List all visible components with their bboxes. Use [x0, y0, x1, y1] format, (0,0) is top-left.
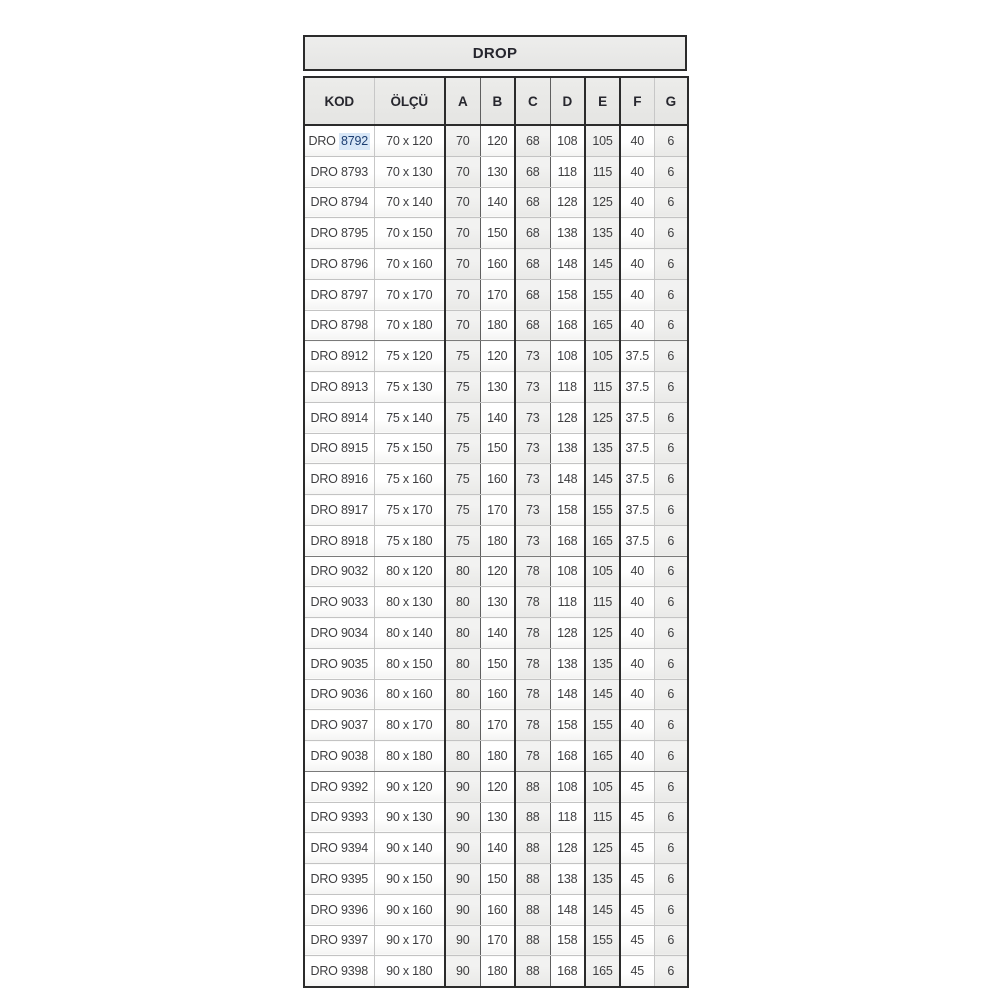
- cell-a: 80: [445, 587, 480, 618]
- cell-d: 158: [550, 279, 585, 310]
- cell-d: 138: [550, 433, 585, 464]
- cell-a: 80: [445, 648, 480, 679]
- cell-kod: DRO 9034: [304, 618, 374, 649]
- cell-e: 105: [585, 341, 620, 372]
- cell-a: 70: [445, 156, 480, 187]
- selected-text-highlight: 8792: [340, 133, 368, 148]
- cell-d: 148: [550, 249, 585, 280]
- cell-e: 155: [585, 279, 620, 310]
- cell-kod: DRO 9393: [304, 802, 374, 833]
- cell-olcu: 70 x 140: [374, 187, 445, 218]
- cell-d: 128: [550, 618, 585, 649]
- cell-d: 118: [550, 802, 585, 833]
- cell-e: 115: [585, 156, 620, 187]
- table-row: [304, 741, 688, 772]
- table-row: [304, 187, 688, 218]
- cell-a: 90: [445, 802, 480, 833]
- cell-b: 130: [480, 156, 515, 187]
- cell-e: 145: [585, 249, 620, 280]
- cell-d: 148: [550, 894, 585, 925]
- cell-f: 37.5: [620, 341, 654, 372]
- cell-b: 150: [480, 648, 515, 679]
- cell-f: 40: [620, 679, 654, 710]
- cell-e: 125: [585, 833, 620, 864]
- cell-olcu: 90 x 170: [374, 925, 445, 956]
- cell-b: 140: [480, 402, 515, 433]
- cell-c: 73: [515, 464, 550, 495]
- cell-g: 6: [654, 771, 688, 802]
- cell-a: 80: [445, 618, 480, 649]
- cell-e: 135: [585, 864, 620, 895]
- cell-kod: DRO 8917: [304, 495, 374, 526]
- cell-b: 160: [480, 464, 515, 495]
- cell-e: 145: [585, 464, 620, 495]
- code-prefix: DRO: [308, 133, 339, 148]
- cell-g: 6: [654, 587, 688, 618]
- cell-kod: DRO 9394: [304, 833, 374, 864]
- cell-kod: DRO 9037: [304, 710, 374, 741]
- cell-f: 40: [620, 156, 654, 187]
- cell-g: 6: [654, 156, 688, 187]
- cell-g: 6: [654, 956, 688, 987]
- cell-f: 40: [620, 310, 654, 341]
- cell-e: 155: [585, 495, 620, 526]
- cell-b: 150: [480, 218, 515, 249]
- column-header-d: D: [550, 77, 585, 125]
- cell-g: 6: [654, 495, 688, 526]
- cell-b: 120: [480, 341, 515, 372]
- cell-b: 180: [480, 525, 515, 556]
- cell-e: 115: [585, 802, 620, 833]
- cell-olcu: 70 x 150: [374, 218, 445, 249]
- cell-b: 170: [480, 495, 515, 526]
- cell-f: 40: [620, 741, 654, 772]
- cell-kod: DRO 8914: [304, 402, 374, 433]
- cell-e: 125: [585, 187, 620, 218]
- table-row: [304, 402, 688, 433]
- cell-g: 6: [654, 525, 688, 556]
- table-row: [304, 341, 688, 372]
- cell-a: 75: [445, 372, 480, 403]
- cell-g: 6: [654, 341, 688, 372]
- table-row: [304, 648, 688, 679]
- cell-olcu: 80 x 150: [374, 648, 445, 679]
- cell-kod: DRO 9032: [304, 556, 374, 587]
- cell-g: 6: [654, 894, 688, 925]
- cell-d: 128: [550, 833, 585, 864]
- cell-g: 6: [654, 187, 688, 218]
- cell-olcu: 75 x 140: [374, 402, 445, 433]
- cell-d: 148: [550, 679, 585, 710]
- cell-olcu: 80 x 170: [374, 710, 445, 741]
- cell-d: 108: [550, 556, 585, 587]
- cell-b: 150: [480, 864, 515, 895]
- cell-b: 180: [480, 741, 515, 772]
- cell-c: 88: [515, 802, 550, 833]
- cell-c: 78: [515, 679, 550, 710]
- table-row: [304, 525, 688, 556]
- table-row: [304, 771, 688, 802]
- cell-b: 130: [480, 587, 515, 618]
- cell-g: 6: [654, 402, 688, 433]
- cell-f: 45: [620, 894, 654, 925]
- table-row: [304, 433, 688, 464]
- cell-a: 70: [445, 249, 480, 280]
- table-header: [304, 77, 688, 125]
- cell-c: 78: [515, 587, 550, 618]
- cell-f: 40: [620, 125, 654, 156]
- table-row: [304, 556, 688, 587]
- cell-c: 73: [515, 402, 550, 433]
- cell-a: 75: [445, 402, 480, 433]
- table-row: [304, 618, 688, 649]
- table-row: [304, 156, 688, 187]
- table-row: [304, 802, 688, 833]
- cell-olcu: 90 x 120: [374, 771, 445, 802]
- cell-g: 6: [654, 125, 688, 156]
- cell-g: 6: [654, 556, 688, 587]
- cell-kod: DRO 8912: [304, 341, 374, 372]
- cell-e: 165: [585, 956, 620, 987]
- cell-d: 108: [550, 771, 585, 802]
- table-row: [304, 279, 688, 310]
- cell-kod: DRO 8915: [304, 433, 374, 464]
- cell-a: 75: [445, 464, 480, 495]
- cell-c: 88: [515, 956, 550, 987]
- cell-kod: DRO 9033: [304, 587, 374, 618]
- table-row: [304, 894, 688, 925]
- column-header-e: E: [585, 77, 620, 125]
- cell-e: 115: [585, 372, 620, 403]
- table-row: [304, 710, 688, 741]
- cell-c: 73: [515, 341, 550, 372]
- cell-a: 80: [445, 710, 480, 741]
- cell-e: 115: [585, 587, 620, 618]
- cell-g: 6: [654, 802, 688, 833]
- size-table: [303, 76, 689, 988]
- cell-g: 6: [654, 433, 688, 464]
- cell-g: 6: [654, 648, 688, 679]
- cell-d: 168: [550, 956, 585, 987]
- cell-a: 70: [445, 279, 480, 310]
- cell-c: 68: [515, 310, 550, 341]
- cell-d: 108: [550, 341, 585, 372]
- cell-g: 6: [654, 372, 688, 403]
- table-title: DROP: [472, 44, 518, 62]
- cell-olcu: 90 x 140: [374, 833, 445, 864]
- cell-kod: DRO 8798: [304, 310, 374, 341]
- cell-a: 70: [445, 125, 480, 156]
- cell-olcu: 90 x 160: [374, 894, 445, 925]
- cell-d: 148: [550, 464, 585, 495]
- cell-f: 40: [620, 187, 654, 218]
- cell-f: 40: [620, 618, 654, 649]
- cell-a: 80: [445, 556, 480, 587]
- cell-kod: DRO 9397: [304, 925, 374, 956]
- cell-olcu: 70 x 120: [374, 125, 445, 156]
- cell-c: 68: [515, 249, 550, 280]
- cell-olcu: 80 x 140: [374, 618, 445, 649]
- cell-kod: DRO 9395: [304, 864, 374, 895]
- cell-olcu: 80 x 180: [374, 741, 445, 772]
- cell-c: 88: [515, 864, 550, 895]
- column-header-g: G: [654, 77, 688, 125]
- column-header-a: A: [445, 77, 480, 125]
- cell-e: 135: [585, 648, 620, 679]
- column-header-kod: KOD: [304, 77, 374, 125]
- cell-c: 68: [515, 125, 550, 156]
- cell-e: 145: [585, 679, 620, 710]
- cell-d: 138: [550, 218, 585, 249]
- cell-kod: DRO 8794: [304, 187, 374, 218]
- cell-g: 6: [654, 741, 688, 772]
- cell-a: 70: [445, 218, 480, 249]
- cell-d: 138: [550, 864, 585, 895]
- cell-kod: DRO 8916: [304, 464, 374, 495]
- cell-olcu: 70 x 130: [374, 156, 445, 187]
- cell-f: 37.5: [620, 525, 654, 556]
- table-row: [304, 372, 688, 403]
- cell-f: 40: [620, 218, 654, 249]
- cell-c: 78: [515, 710, 550, 741]
- cell-b: 120: [480, 556, 515, 587]
- cell-a: 80: [445, 679, 480, 710]
- cell-g: 6: [654, 310, 688, 341]
- cell-e: 125: [585, 618, 620, 649]
- cell-c: 78: [515, 556, 550, 587]
- cell-olcu: 75 x 180: [374, 525, 445, 556]
- cell-d: 168: [550, 310, 585, 341]
- cell-b: 140: [480, 618, 515, 649]
- cell-olcu: 75 x 120: [374, 341, 445, 372]
- cell-b: 160: [480, 679, 515, 710]
- cell-b: 140: [480, 833, 515, 864]
- column-header-f: F: [620, 77, 654, 125]
- cell-e: 155: [585, 925, 620, 956]
- cell-f: 40: [620, 710, 654, 741]
- cell-g: 6: [654, 864, 688, 895]
- cell-d: 118: [550, 587, 585, 618]
- cell-olcu: 70 x 180: [374, 310, 445, 341]
- cell-a: 90: [445, 771, 480, 802]
- cell-g: 6: [654, 710, 688, 741]
- cell-e: 105: [585, 556, 620, 587]
- cell-c: 68: [515, 218, 550, 249]
- cell-e: 155: [585, 710, 620, 741]
- cell-c: 73: [515, 495, 550, 526]
- cell-c: 88: [515, 894, 550, 925]
- table-row: [304, 679, 688, 710]
- cell-d: 168: [550, 525, 585, 556]
- cell-olcu: 90 x 180: [374, 956, 445, 987]
- cell-d: 118: [550, 156, 585, 187]
- cell-a: 70: [445, 310, 480, 341]
- cell-kod: DRO 9036: [304, 679, 374, 710]
- cell-g: 6: [654, 279, 688, 310]
- cell-f: 45: [620, 925, 654, 956]
- table-row: [304, 864, 688, 895]
- cell-f: 40: [620, 556, 654, 587]
- cell-b: 170: [480, 710, 515, 741]
- cell-c: 73: [515, 372, 550, 403]
- column-header-c: C: [515, 77, 550, 125]
- table-row: [304, 925, 688, 956]
- cell-kod: DRO 8797: [304, 279, 374, 310]
- table-title-band: [303, 35, 687, 71]
- cell-kod: DRO 9392: [304, 771, 374, 802]
- cell-olcu: 75 x 160: [374, 464, 445, 495]
- cell-c: 88: [515, 925, 550, 956]
- column-header-olcu: ÖLÇÜ: [374, 77, 445, 125]
- cell-olcu: 80 x 160: [374, 679, 445, 710]
- cell-kod: DRO 8796: [304, 249, 374, 280]
- cell-c: 78: [515, 618, 550, 649]
- cell-b: 130: [480, 802, 515, 833]
- cell-e: 125: [585, 402, 620, 433]
- cell-f: 40: [620, 279, 654, 310]
- table-row: [304, 218, 688, 249]
- cell-kod: DRO 9396: [304, 894, 374, 925]
- table-row: [304, 464, 688, 495]
- cell-d: 158: [550, 925, 585, 956]
- cell-e: 105: [585, 125, 620, 156]
- cell-a: 75: [445, 525, 480, 556]
- cell-olcu: 70 x 160: [374, 249, 445, 280]
- cell-e: 165: [585, 741, 620, 772]
- table-row: [304, 587, 688, 618]
- cell-b: 180: [480, 956, 515, 987]
- cell-a: 90: [445, 956, 480, 987]
- cell-f: 45: [620, 956, 654, 987]
- cell-f: 45: [620, 833, 654, 864]
- table-row: [304, 249, 688, 280]
- cell-f: 40: [620, 587, 654, 618]
- cell-g: 6: [654, 618, 688, 649]
- cell-c: 68: [515, 156, 550, 187]
- cell-c: 68: [515, 187, 550, 218]
- cell-kod: DRO 9035: [304, 648, 374, 679]
- cell-e: 165: [585, 310, 620, 341]
- cell-f: 37.5: [620, 495, 654, 526]
- cell-b: 170: [480, 279, 515, 310]
- cell-d: 128: [550, 187, 585, 218]
- cell-olcu: 75 x 150: [374, 433, 445, 464]
- cell-g: 6: [654, 249, 688, 280]
- cell-g: 6: [654, 679, 688, 710]
- cell-b: 120: [480, 771, 515, 802]
- cell-b: 160: [480, 894, 515, 925]
- cell-kod: DRO 8795: [304, 218, 374, 249]
- cell-olcu: 75 x 130: [374, 372, 445, 403]
- cell-olcu: 75 x 170: [374, 495, 445, 526]
- table-row: [304, 495, 688, 526]
- cell-olcu: 80 x 130: [374, 587, 445, 618]
- cell-c: 73: [515, 525, 550, 556]
- cell-olcu: 90 x 150: [374, 864, 445, 895]
- cell-a: 75: [445, 433, 480, 464]
- cell-e: 135: [585, 433, 620, 464]
- cell-f: 37.5: [620, 402, 654, 433]
- table-row: [304, 833, 688, 864]
- cell-b: 170: [480, 925, 515, 956]
- cell-d: 158: [550, 495, 585, 526]
- column-header-b: B: [480, 77, 515, 125]
- cell-a: 75: [445, 495, 480, 526]
- cell-b: 120: [480, 125, 515, 156]
- cell-c: 73: [515, 433, 550, 464]
- cell-a: 75: [445, 341, 480, 372]
- cell-e: 145: [585, 894, 620, 925]
- cell-b: 150: [480, 433, 515, 464]
- cell-c: 88: [515, 833, 550, 864]
- cell-kod: [304, 125, 374, 156]
- cell-f: 45: [620, 771, 654, 802]
- drop-size-table: [303, 35, 687, 988]
- cell-b: 130: [480, 372, 515, 403]
- cell-a: 90: [445, 894, 480, 925]
- cell-g: 6: [654, 833, 688, 864]
- cell-a: 90: [445, 925, 480, 956]
- cell-f: 45: [620, 802, 654, 833]
- cell-d: 108: [550, 125, 585, 156]
- cell-a: 70: [445, 187, 480, 218]
- cell-b: 180: [480, 310, 515, 341]
- table-body: [304, 125, 688, 987]
- cell-e: 105: [585, 771, 620, 802]
- cell-a: 90: [445, 864, 480, 895]
- table-row: [304, 125, 688, 156]
- cell-e: 135: [585, 218, 620, 249]
- cell-f: 40: [620, 249, 654, 280]
- cell-d: 128: [550, 402, 585, 433]
- cell-c: 78: [515, 648, 550, 679]
- cell-d: 168: [550, 741, 585, 772]
- table-row: [304, 310, 688, 341]
- cell-b: 160: [480, 249, 515, 280]
- cell-f: 37.5: [620, 433, 654, 464]
- cell-f: 40: [620, 648, 654, 679]
- cell-olcu: 80 x 120: [374, 556, 445, 587]
- cell-c: 88: [515, 771, 550, 802]
- cell-c: 78: [515, 741, 550, 772]
- cell-f: 45: [620, 864, 654, 895]
- cell-d: 118: [550, 372, 585, 403]
- cell-a: 80: [445, 741, 480, 772]
- cell-olcu: 70 x 170: [374, 279, 445, 310]
- cell-e: 165: [585, 525, 620, 556]
- header-row: [304, 77, 688, 125]
- cell-kod: DRO 8918: [304, 525, 374, 556]
- cell-kod: DRO 8793: [304, 156, 374, 187]
- cell-kod: DRO 9398: [304, 956, 374, 987]
- cell-g: 6: [654, 464, 688, 495]
- cell-b: 140: [480, 187, 515, 218]
- cell-kod: DRO 8913: [304, 372, 374, 403]
- cell-g: 6: [654, 218, 688, 249]
- cell-d: 138: [550, 648, 585, 679]
- cell-kod: DRO 9038: [304, 741, 374, 772]
- cell-c: 68: [515, 279, 550, 310]
- cell-g: 6: [654, 925, 688, 956]
- cell-f: 37.5: [620, 464, 654, 495]
- cell-olcu: 90 x 130: [374, 802, 445, 833]
- cell-d: 158: [550, 710, 585, 741]
- table-row: [304, 956, 688, 987]
- cell-a: 90: [445, 833, 480, 864]
- cell-f: 37.5: [620, 372, 654, 403]
